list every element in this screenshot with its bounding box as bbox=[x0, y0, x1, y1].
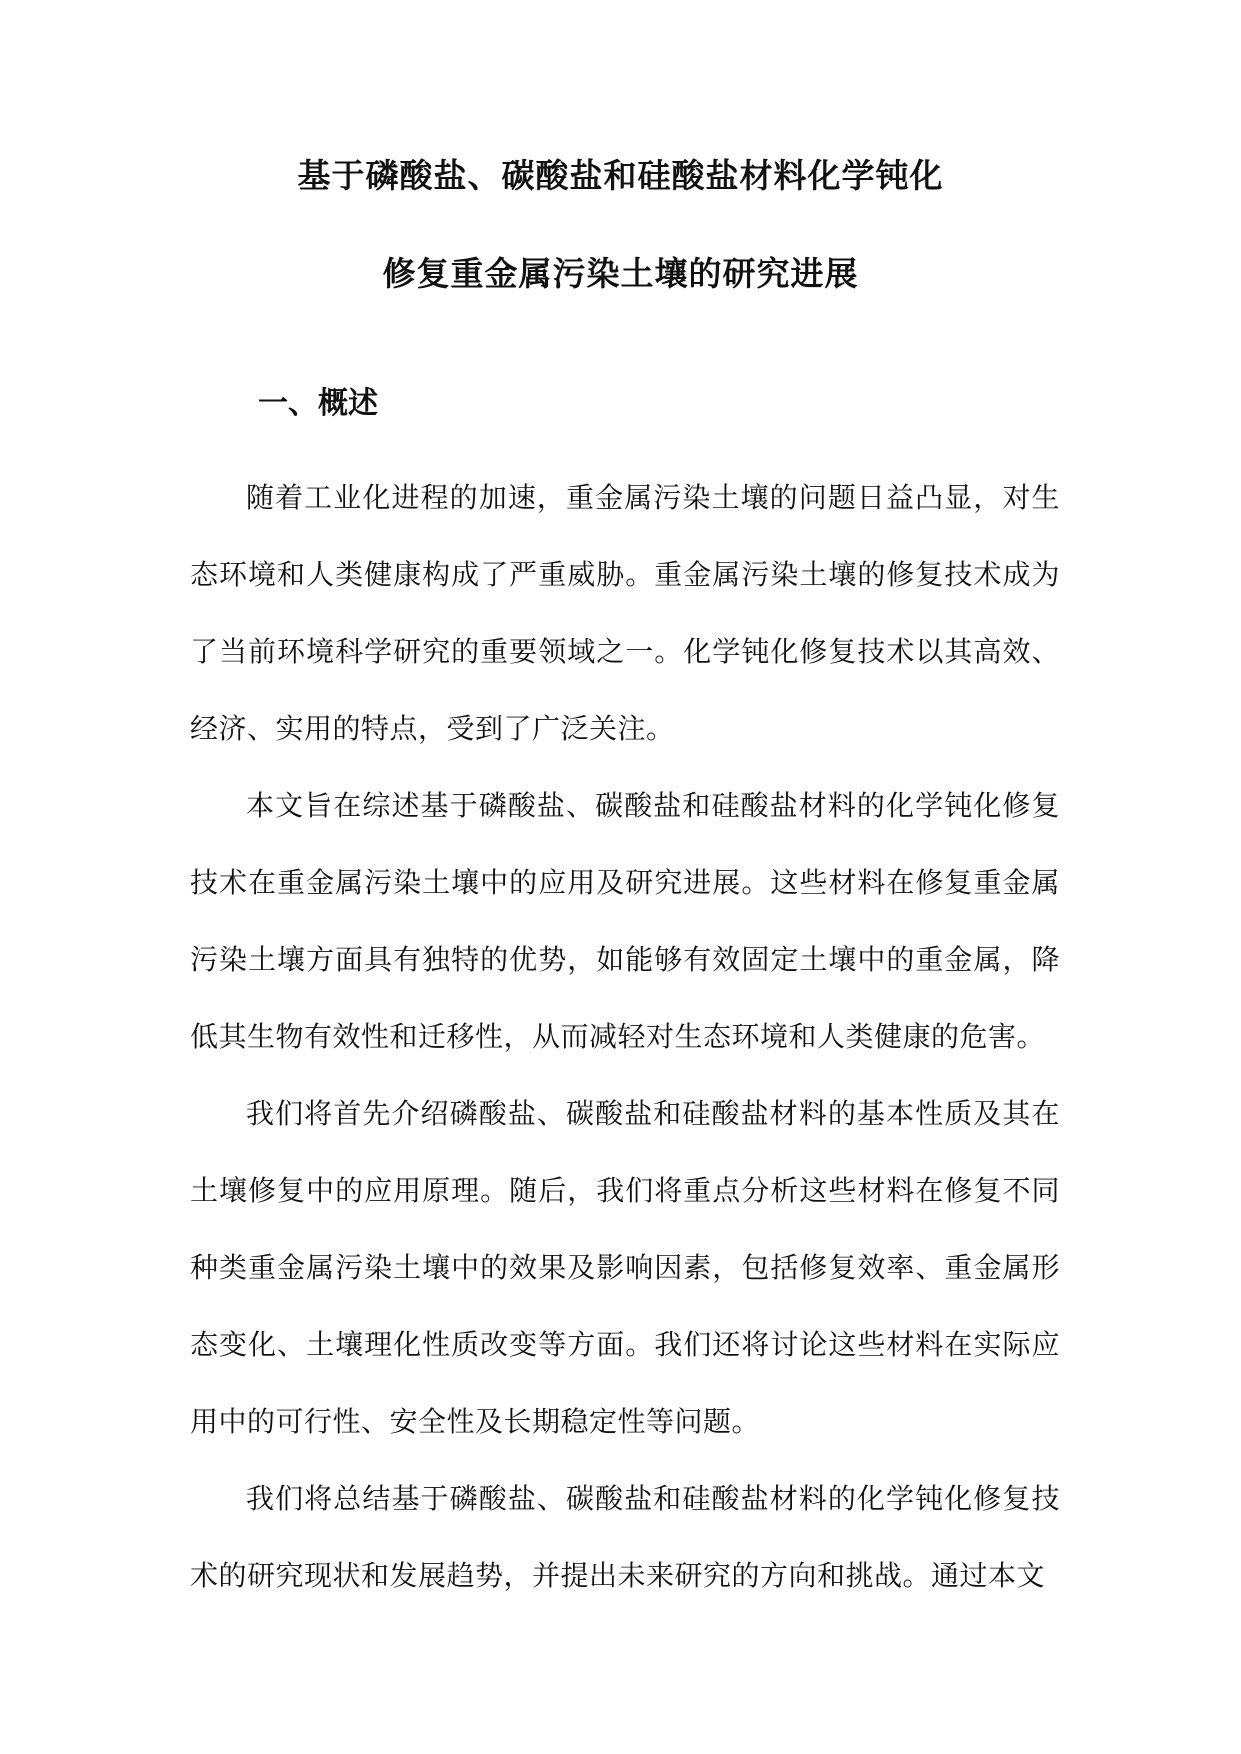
document-title-line-2: 修复重金属污染土壤的研究进展 bbox=[382, 254, 859, 293]
paragraph-3: 我们将首先介绍磷酸盐、碳酸盐和硅酸盐材料的基本性质及其在土壤修复中的应用原理。随后，我们将重点分析这些材料在修复不同种类重金属污染土壤中的效果及影响因素，包括修复效率、重金属形态变化、土壤理化性质改变等方面。我们还将讨论这些材料在实际应用中的可行性、安全性及长期稳定性等问题。 bbox=[190, 1097, 1060, 1438]
body-text bbox=[190, 459, 1060, 1614]
paragraph-4: 我们将总结基于磷酸盐、碳酸盐和硅酸盐材料的化学钝化修复技术的研究现状和发展趋势，并提出未来研究的方向和挑战。通过本文 bbox=[190, 1482, 1060, 1592]
paragraph-1: 随着工业化进程的加速，重金属污染土壤的问题日益凸显，对生态环境和人类健康构成了严重威胁。重金属污染土壤的修复技术成为了当前环境科学研究的重要领域之一。化学钝化修复技术以其高效、经济、实用的特点，受到了广泛关注。 bbox=[190, 481, 1060, 745]
section-heading: 一、概述 bbox=[258, 386, 378, 421]
paragraph-2: 本文旨在综述基于磷酸盐、碳酸盐和硅酸盐材料的化学钝化修复技术在重金属污染土壤中的应用及研究进展。这些材料在修复重金属污染土壤方面具有独特的优势，如能够有效固定土壤中的重金属，降低其生物有效性和迁移性，从而减轻对生态环境和人类健康的危害。 bbox=[190, 789, 1060, 1053]
document-title-line-1: 基于磷酸盐、碳酸盐和硅酸盐材料化学钝化 bbox=[297, 156, 944, 195]
